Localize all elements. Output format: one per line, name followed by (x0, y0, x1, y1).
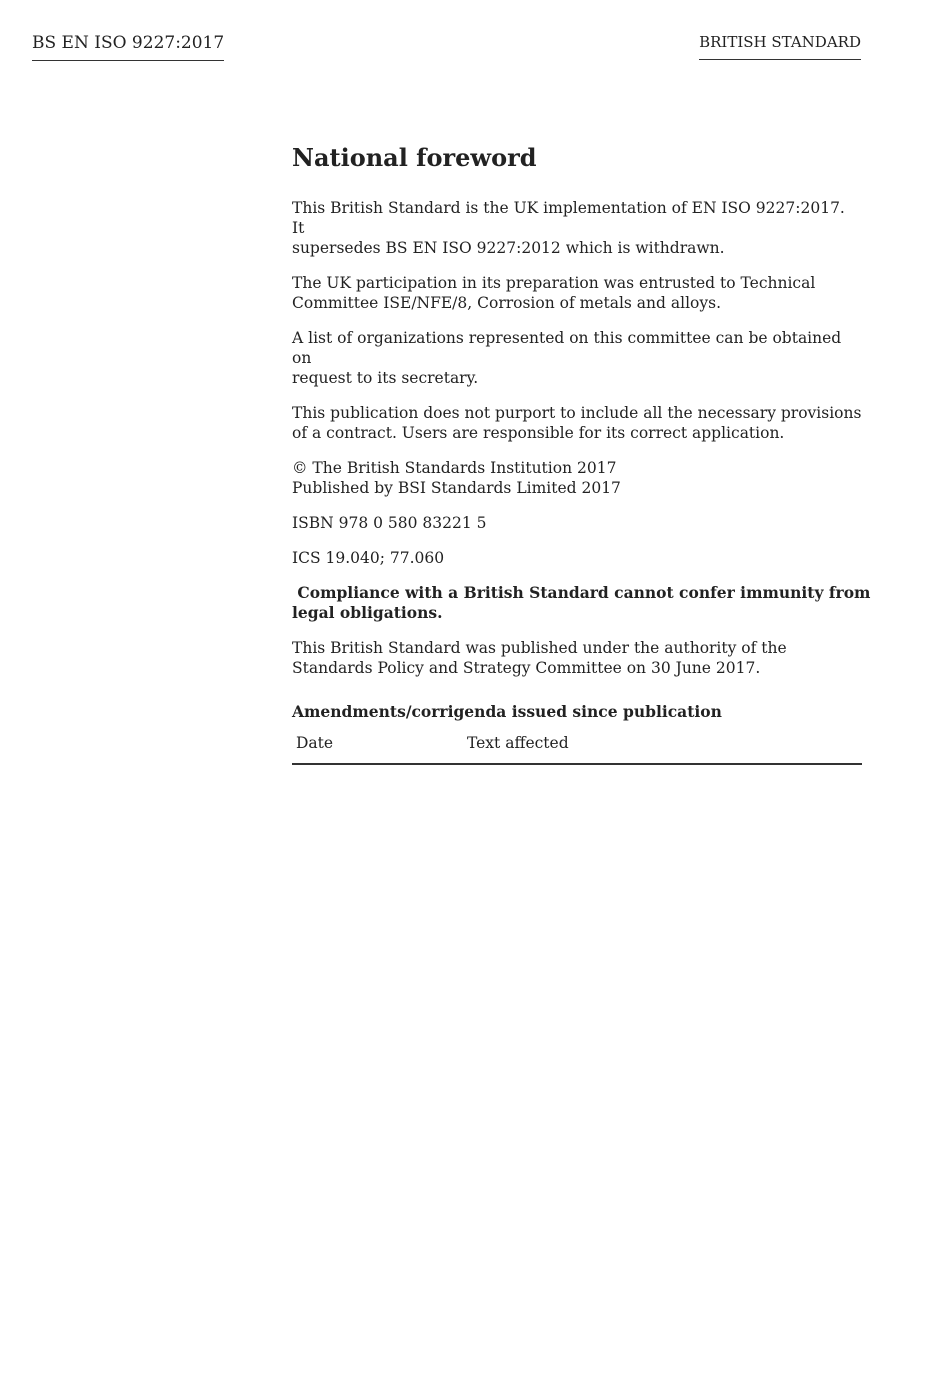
header-publisher: BRITISH STANDARD (699, 32, 861, 60)
implementation-line-2: supersedes BS EN ISO 9227:2012 which is withdrawn. (292, 239, 725, 257)
ics-line: ICS 19.040; 77.060 (292, 549, 445, 567)
column-header-date: Date (296, 734, 334, 752)
disclaimer-paragraph (292, 403, 862, 443)
page-title: National foreword (292, 143, 537, 172)
organizations-line-2: request to its secretary. (292, 369, 479, 387)
authority-paragraph (292, 638, 862, 678)
copyright-line: © The British Standards Institution 2017 (292, 459, 617, 477)
committee-line-2: Committee ISE/NFE/8, Corrosion of metals and alloys. (292, 294, 721, 312)
organizations-paragraph (292, 328, 862, 388)
isbn-line: ISBN 978 0 580 83221 5 (292, 514, 487, 532)
copyright-paragraph (292, 458, 862, 498)
committee-paragraph (292, 273, 862, 313)
implementation-paragraph (292, 198, 862, 258)
column-header-text-affected: Text affected (467, 734, 569, 752)
authority-line-2: Standards Policy and Strategy Committee on 30 June 2017. (292, 659, 761, 677)
compliance-notice (292, 583, 871, 623)
amendments-heading: Amendments/corrigenda issued since publication (292, 702, 722, 721)
disclaimer-line-1: This publication does not purport to include all the necessary provisions (292, 404, 862, 422)
amendments-table-header (292, 733, 862, 765)
implementation-line-1: This British Standard is the UK implementation of EN ISO 9227:2017. It (292, 199, 845, 237)
compliance-line-1: Compliance with a British Standard cannot confer immunity from (292, 583, 871, 602)
national-foreword-section (292, 142, 871, 765)
published-line: Published by BSI Standards Limited 2017 (292, 479, 621, 497)
compliance-line-2: legal obligations. (292, 603, 443, 622)
disclaimer-line-2: of a contract. Users are responsible for its correct application. (292, 424, 785, 442)
authority-line-1: This British Standard was published under the authority of the (292, 639, 787, 657)
committee-line-1: The UK participation in its preparation was entrusted to Technical (292, 274, 816, 292)
organizations-line-1: A list of organizations represented on this committee can be obtained on (292, 329, 842, 367)
header-document-id: BS EN ISO 9227:2017 (32, 32, 224, 61)
